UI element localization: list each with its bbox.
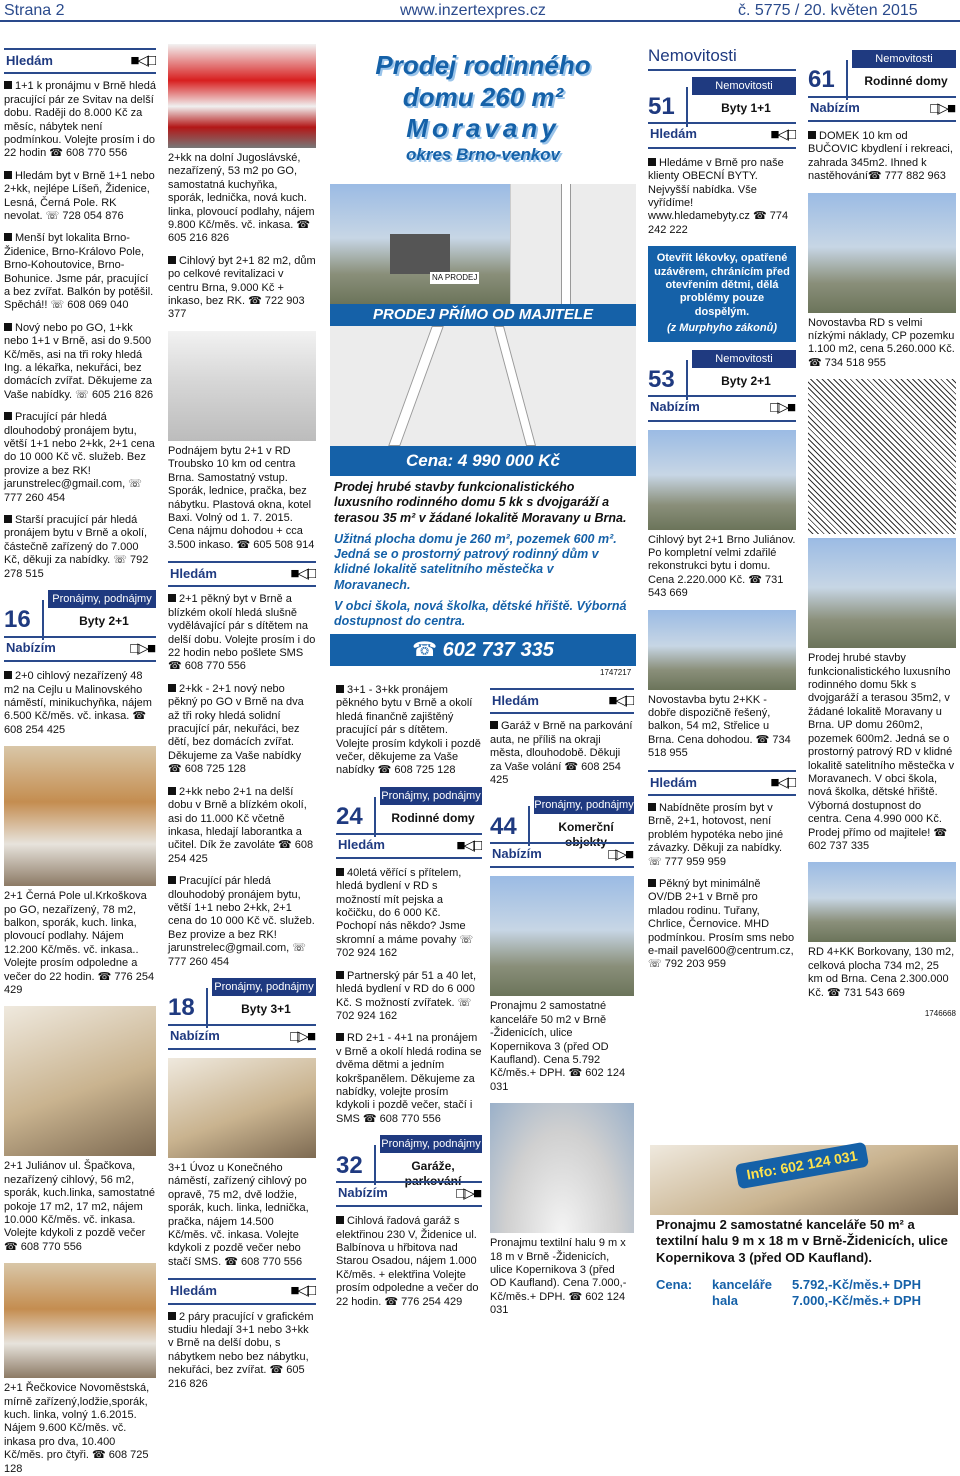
site-url[interactable]: www.inzertexpres.cz	[400, 2, 546, 19]
arrow-box-icon: ■◁□	[770, 773, 794, 791]
rubric-name: Rodinné domy	[864, 74, 948, 88]
arrow-box-icon: ■◁□	[608, 692, 632, 709]
rubric-category: Nabízím □▷■	[490, 842, 634, 868]
price-row-label: kanceláře	[712, 1277, 772, 1292]
rubric-number: 16	[4, 600, 44, 640]
ad-item: Cihlová řadová garáž s elektřinou 230 V, Židenice ul. Balbínova u hřbitova nad Starou Osadou, nájem 1.000 Kč/měs. + elektřina Volejte prosím odpoledne a večer do 22 hodin. ☎ 776 254 429	[336, 1215, 479, 1308]
rubric-name: Rodinné domy	[391, 810, 475, 825]
house-photo	[648, 430, 796, 530]
rubric-category: Nabízím □▷■	[808, 96, 956, 122]
room-photo	[168, 1058, 316, 1158]
arrow-box-icon: □▷■	[770, 399, 794, 417]
ad-item: Pracující pár hledá dlouhodobý pronájem bytu, větší 1+1 nebo 2+kk, 2+1 cena do 10 000 Kč vč. služeb. Bez provize a bez RK! jarunstrelec@gmail.com, ☏ 777 260 454	[4, 411, 155, 504]
rubric-category: Nabízím □▷■	[4, 636, 156, 662]
rubric-box	[490, 796, 634, 868]
house-sketch	[808, 379, 956, 534]
ad-item: 40letá věřící s přítelem, hledá bydlení v RD s možností mít pejska a kočičku, do 6 000 Kč. Pochopí nás někdo? Jsme skromní a máme povahy ☏ 702 924 162	[336, 866, 474, 960]
info-badge[interactable]: Info: 602 124 031	[735, 1142, 869, 1190]
rubric-number: 44	[490, 806, 530, 846]
rubric-number: 24	[336, 797, 376, 837]
owner-banner: PRODEJ PŘÍMO OD MAJITELE	[330, 304, 636, 326]
rubric-name: Byty 3+1	[241, 1001, 291, 1016]
rubric-number: 18	[168, 988, 208, 1028]
rubric-category: Nabízím □▷■	[648, 395, 796, 421]
column-6	[808, 44, 956, 1140]
rubric-category: Hledám ■◁□	[648, 122, 796, 148]
ad-code: 1746668	[924, 1008, 956, 1018]
bathroom-photo	[168, 331, 316, 441]
rubric-number: 51	[648, 87, 688, 127]
ad-item: Pronajmu 2 samostatné kanceláře 50 m2 v Brně -Židenicích, ulice Kopernikova 3 (před OD Kaufland). Cena 5.792 Kč/měs.+ DPH. ☎ 602 124 031	[490, 1000, 626, 1093]
office-rental-ad	[650, 1145, 958, 1317]
info-headline: Pronajmu 2 samostatné kanceláře 50 m² a textilní halu 9 m x 18 m v Brně-Židenicích, ulice Kopernikova 3 (před OD Kaufland).	[656, 1217, 948, 1265]
ad-item: Cihlový byt 2+1 Brno Juliánov. Po kompletní velmi zdařilé rekonstrukci bytu i domu. Cena 2.220.000 Kč. ☎ 731 543 669	[648, 533, 796, 600]
price-label: Cena:	[656, 1277, 693, 1292]
ad-item: Nabídněte prosím byt v Brně, 2+1, hotovost, není problém hypotéka nebo jiné závazky. Děkuji za nabídky. ☏ 777 959 959	[648, 801, 784, 868]
price-table	[656, 1277, 954, 1309]
arrow-box-icon: □▷■	[290, 1027, 314, 1045]
arrow-box-icon: ■◁□	[290, 1282, 314, 1300]
building-photo	[648, 610, 796, 690]
column-2	[168, 44, 316, 1390]
rubric-box	[168, 978, 316, 1050]
poster-title-line: okres Brno-venkov	[406, 145, 560, 165]
ad-item: Garáž v Brně na parkování auta, ne příliš na okraji města, dlouhodobě. Děkuji za Vaše volání ☎ 608 254 425	[490, 720, 633, 786]
rubric-box	[648, 77, 796, 149]
rubric-band: Nemovitosti	[692, 77, 796, 95]
rubric-box	[648, 350, 796, 422]
section-header: Hledám ■◁□	[168, 1278, 316, 1304]
rubric-name: Byty 2+1	[721, 373, 771, 388]
ad-item: Podnájem bytu 2+1 v RD Troubsko 10 km od centra Brna. Samostatný vstup. Sporák, lednice, pračka, bez nábytku. Plastová okna, kotel Baxi. Volný od 1. 7. 2015. Cena nájmu dohodou + cca 3.500 inkaso. ☎ 605 508 914	[168, 444, 315, 551]
hall-photo	[490, 1103, 634, 1233]
ad-item: 2+1 Juliánov ul. Špačkova, nezařízený cihlový, 56 m2, sporák, kuch.linka, samostatné pokoje 17 m2, 17 m2, nájem 10.000 Kč/měs. vč. inkasa. Volejte kdykoli z pozdě večer ☎ 608 770 556	[4, 1160, 156, 1253]
ad-item: Pracující pár hledá dlouhodobý pronájem bytu, větší 1+1 nebo 2+kk, 2+1 cena do 10 000 Kč vč. služeb. Bez provize a bez RK! jarunstrelec@gmail.com, ☏ 777 260 454	[168, 875, 315, 968]
rubric-number: 61	[808, 60, 848, 100]
house-photo	[330, 184, 510, 304]
house-photo	[808, 538, 956, 648]
ad-item: Hledáme v Brně pro naše klienty OBECNÍ BYTY. Nejvyšší nabídka. Vše vyřídíme! www.hledamebyty.cz ☎ 774 242 222	[648, 156, 789, 236]
ad-item: RD 2+1 - 4+1 na pronájem v Brně a okolí hledá rodina se dvěma dětmi a jedním kokršpanělem. Děkujeme za nabídky, volejte prosím kdykoli i pozdě večer, stačí i SMS ☎ 608 770 556	[336, 1032, 482, 1125]
rubric-band: Nemovitosti	[852, 50, 956, 68]
price-row-label: hala	[712, 1292, 739, 1308]
section-header: Hledám ■◁□	[168, 561, 316, 587]
kitchen-photo	[168, 44, 316, 148]
arrow-box-icon: □▷■	[930, 99, 954, 117]
rubric-band: Pronájmy, podnájmy	[380, 787, 482, 805]
room-photo	[4, 1006, 156, 1156]
rubric-name: Byty 1+1	[721, 100, 771, 115]
arrow-box-icon: □▷■	[456, 1184, 480, 1202]
ad-item: Starší pracující pár hledá pronájem bytu v Brně a okolí, částečně zařízený do 7.000 Kč, děkuji za nabídky. ☏ 792 278 515	[4, 514, 149, 580]
ad-item: Cihlový byt 2+1 82 m2, dům po celkové revitalizaci v centru Brna, 9.000 Kč + inkaso, bez RK. ☎ 722 903 377	[168, 254, 316, 321]
map-road	[388, 326, 444, 446]
map-road	[494, 326, 536, 446]
poster-title-line: Moravany	[406, 113, 560, 144]
building-photo	[490, 876, 634, 996]
arrow-box-icon: ■◁□	[770, 126, 794, 144]
for-sale-sign: NA PRODEJ	[432, 273, 478, 282]
rubric-number: 32	[336, 1145, 376, 1185]
rubric-box	[336, 787, 482, 859]
ad-item: 2+1 pěkný byt v Brně a blízkém okolí hledá slušně vydělávající pár s dítětem na delší dobu. Volejte prosím i do 22 hodin nebo pošlete SMS ☎ 608 770 556	[168, 593, 316, 673]
rubric-category: Nabízím □▷■	[168, 1024, 316, 1050]
ad-item: Pronajmu textilní halu 9 m x 18 m v Brně -Židenicích, ulice Kopernikova 3 (před OD Kaufland). Cena 7.000,- Kč/měs.+ DPH. ☎ 602 124 031	[490, 1237, 627, 1317]
arrow-box-icon: □▷■	[608, 846, 632, 864]
column-1	[4, 44, 156, 1475]
price-row-value: 7.000,-Kč/měs.+ DPH	[792, 1292, 921, 1308]
rubric-box	[808, 50, 956, 122]
location-map	[330, 326, 636, 446]
arrow-box-icon: ■◁□	[456, 836, 480, 854]
ad-item: Novostavba RD s velmi nízkými náklady, CP pozemku 1.100 m2, cena 5.260.000 Kč. ☎ 734 518 955	[808, 316, 955, 369]
ad-item: 2+0 cihlový nezařízený 48 m2 na Cejlu u Malinovského náměstí, minikuchyňka, nájem 6.500 Kč/měs. vč. inkasa. ☎ 608 254 425	[4, 670, 152, 736]
section-title: Nemovitosti	[648, 44, 796, 71]
building-shape	[390, 234, 450, 274]
poster-title-line: domu 260 m²	[402, 81, 564, 112]
ad-item: 2+kk nebo 2+1 na delší dobu v Brně a blízkém okolí, asi do 11.000 Kč včetně inkasa, hledají laborantka a učitel. Dík že zavoláte ☎ 608 254 425	[168, 785, 314, 865]
ad-item: 2+1 Řečkovice Novoměstská, mírně zařízený,lodžie,sporák, kuch. linka, volný 1.6.2015. Nájem 9.600 Kč/měs. vč. inkasa pro dva, 10.400 Kč/měs. pro čtyři. ☎ 608 725 128	[4, 1382, 150, 1475]
rubric-band: Pronájmy, podnájmy	[48, 590, 156, 608]
rubric-box	[4, 590, 156, 662]
ad-item: 2 páry pracující v grafickém studiu hledají 3+1 nebo 3+kk v Brně na delší dobu, s nábytkem nebo bez nábytku, nekuřáci, bez zvířat. ☎ 605 216 826	[168, 1310, 314, 1390]
rubric-band: Pronájmy, podnájmy	[212, 978, 316, 996]
rubric-band: Pronájmy, podnájmy	[380, 1135, 482, 1153]
section-header: Hledám ■◁□	[648, 770, 796, 796]
column-4	[490, 684, 634, 1317]
rubric-category: Hledám ■◁□	[336, 833, 482, 859]
arrow-box-icon: ■◁□	[130, 52, 154, 69]
house-photo	[808, 862, 956, 942]
ad-item: 3+1 - 3+kk pronájem pěkného bytu v Brně a okolí hledá finančně zajištěný pracující pár s dítětem. Volejte prosím kdykoli i pozdě večer, děkujeme za Vaše nabídky ☎ 608 725 128	[336, 684, 481, 777]
rubric-band: Pronájmy, podnájmy	[534, 796, 634, 814]
kitchen-photo	[4, 746, 156, 886]
rubric-name: Byty 2+1	[79, 614, 129, 629]
arrow-box-icon: ■◁□	[290, 565, 314, 583]
ad-item: 2+kk na dolní Jugoslávské, nezařízený, 53 m2 po GO, samostatná kuchyňka, sporák, lednička, nová kuch. linka, plovoucí podlahy, nájem 9.800 Kč/měs. vč. inkasa. ☎ 605 216 826	[168, 152, 315, 245]
quote-box: Otevřít lékovky, opatřené uzávěrem, chránícím před otevřením dětmi, dělá problémy pouze dospělým. (z Murphyho zákonů)	[648, 246, 796, 341]
house-poster	[330, 44, 636, 677]
rubric-category: Nabízím □▷■	[336, 1181, 482, 1207]
ad-item: Partnerský pár 51 a 40 let, hledá bydlení v RD do 6 000 Kč. S možností zvířatek. ☏ 702 924 162	[336, 969, 477, 1022]
rubric-name: Komerční objekty	[558, 820, 614, 849]
ad-code: 1747217	[600, 668, 632, 677]
location-map	[510, 184, 636, 304]
page-header	[0, 0, 960, 22]
section-header: Hledám ■◁□	[490, 688, 634, 714]
ad-item: Hledám byt v Brně 1+1 nebo 2+kk, nejlépe Líšeň, Židenice, Lesná, Černá Pole. RK nevolat. ☏ 728 054 876	[4, 169, 155, 222]
price-row-value: 5.792,-Kč/měs.+ DPH	[792, 1277, 921, 1292]
ad-item: 2+kk - 2+1 nový nebo pěkný po GO v Brně na dva až tři roky hledá solidní pracující pár, nekuřáci, bez dětí, bez domácích zvířat. Děkujeme za Vaše nabídky ☎ 608 725 128	[168, 682, 304, 776]
poster-description: Prodej hrubé stavby funkcionalistického luxusního rodinného domu 5 kk s dvojgaráží a terasou 35 m² v žádané lokalitě Moravany u Brna. Užitná plocha domu je 260 m², pozemek 600 m². Jedná se o prostorný patrový rodinný dům v klidné lokalitě satelitního městečka v Moravanech. V obci škola, nová školka, dětské hřiště. Výborná dostupnost do centra.	[334, 480, 627, 628]
ad-item: Novostavba bytu 2+KK - dobře dispozičně řešený, balkon, 54 m2, Střelice u Brna. Cena dohodou. ☎ 734 518 955	[648, 693, 791, 760]
house-photo	[808, 193, 956, 313]
ad-item: Menší byt lokalita Brno-Židenice, Brno-Královo Pole, Brno-Kohoutovice, Brno-Bohunice. Jsme pár, pracující a bez zvířat. Balkón by potěšil. Spěchá!! ☏ 608 069 040	[4, 232, 154, 312]
ad-item: Nový nebo po GO, 1+kk nebo 1+1 v Brně, asi do 9.500 Kč/měs, asi na tři roky hledá Ing. a lékařka, nekuřáci, bez domácích zvířat. Děkujeme za Vaše nabídky. ☏ 605 216 826	[4, 321, 154, 401]
ad-item: 3+1 Úvoz u Konečného náměstí, zařízený cihlový po opravě, 75 m2, dvě lodžie, sporák, kuch. linka, lednička, pračka, nájem 14.500 Kč/měs. vč. inkasa. Volejte kdykoli z pozdě večer nebo stačí SMS. ☎ 608 770 556	[168, 1161, 309, 1268]
map-road	[561, 184, 571, 304]
ad-item: 1+1 k pronájmu v Brně hledá pracující pár ze Svitav na delší dobu. Raději do 8.000 Kč za měsíc, nábytek není podmínkou. Volejte prosím i do 22 hodin ☎ 608 770 556	[4, 80, 156, 160]
section-header: Hledám ■◁□	[4, 48, 156, 74]
ad-item: DOMEK 10 km od BUČOVIC kbydlení i rekreaci, zahrada 345m2. Ihned k nastěhování☎ 777 882 963	[808, 130, 953, 183]
kitchen-photo	[4, 1263, 156, 1378]
column-5	[648, 44, 796, 1140]
issue-date: č. 5775 / 20. květen 2015	[738, 2, 918, 19]
page-number: Strana 2	[4, 2, 65, 19]
price-banner: Cena: 4 990 000 Kč	[330, 446, 636, 476]
arrow-box-icon: □▷■	[130, 639, 154, 657]
rubric-box	[336, 1135, 482, 1207]
poster-title	[330, 44, 636, 184]
rubric-band: Nemovitosti	[692, 350, 796, 368]
rubric-name: Garáže, parkování	[404, 1159, 462, 1188]
ad-item: 2+1 Černá Pole ul.Krkoškova po GO, nezařízený, 78 m2, balkon, sporák, kuch. linka, plovoucí podlahy. Nájem 12.200 Kč/měs. vč. inkasa.. Volejte prosím odpoledne a večer do 22 hodin. ☎ 776 254 429	[4, 890, 155, 996]
poster-title-line: Prodej rodinného	[375, 50, 591, 80]
poster-phone[interactable]: ☎ 602 737 335	[330, 634, 636, 666]
column-3	[336, 684, 482, 1314]
rubric-number: 53	[648, 360, 688, 400]
ad-item: Pěkný byt minimálně OV/DB 2+1 v Brně pro mladou rodinu. Tuřany, Chrlice, Černovice. MHD podmínkou. Prosím sms nebo e-mail pavel600@centrum.cz, ☏ 792 203 959	[648, 878, 795, 971]
ad-item: Prodej hrubé stavby funkcionalistického luxusního rodinného domu 5kk s dvojgaráží a terasou 35m2, v žádané lokalitě Moravany u Brna. UP domu 260m2, pozemek 600m2. Jedná se o prostorný patrový RD v klidné lokalitě satelitního městečka v Moravanech. V obci škola, nová školka, dětské hřiště. Výborná dostupnost do centra. Cena 4.990 000 Kč. Prodej přímo od majitele! ☎ 602 737 335	[808, 652, 955, 852]
ad-item: RD 4+KK Borkovany, 130 m2, celková plocha 734 m2, 25 km od Brna. Cena 2.300.000 Kč. ☎ 731 543 669	[808, 946, 955, 999]
